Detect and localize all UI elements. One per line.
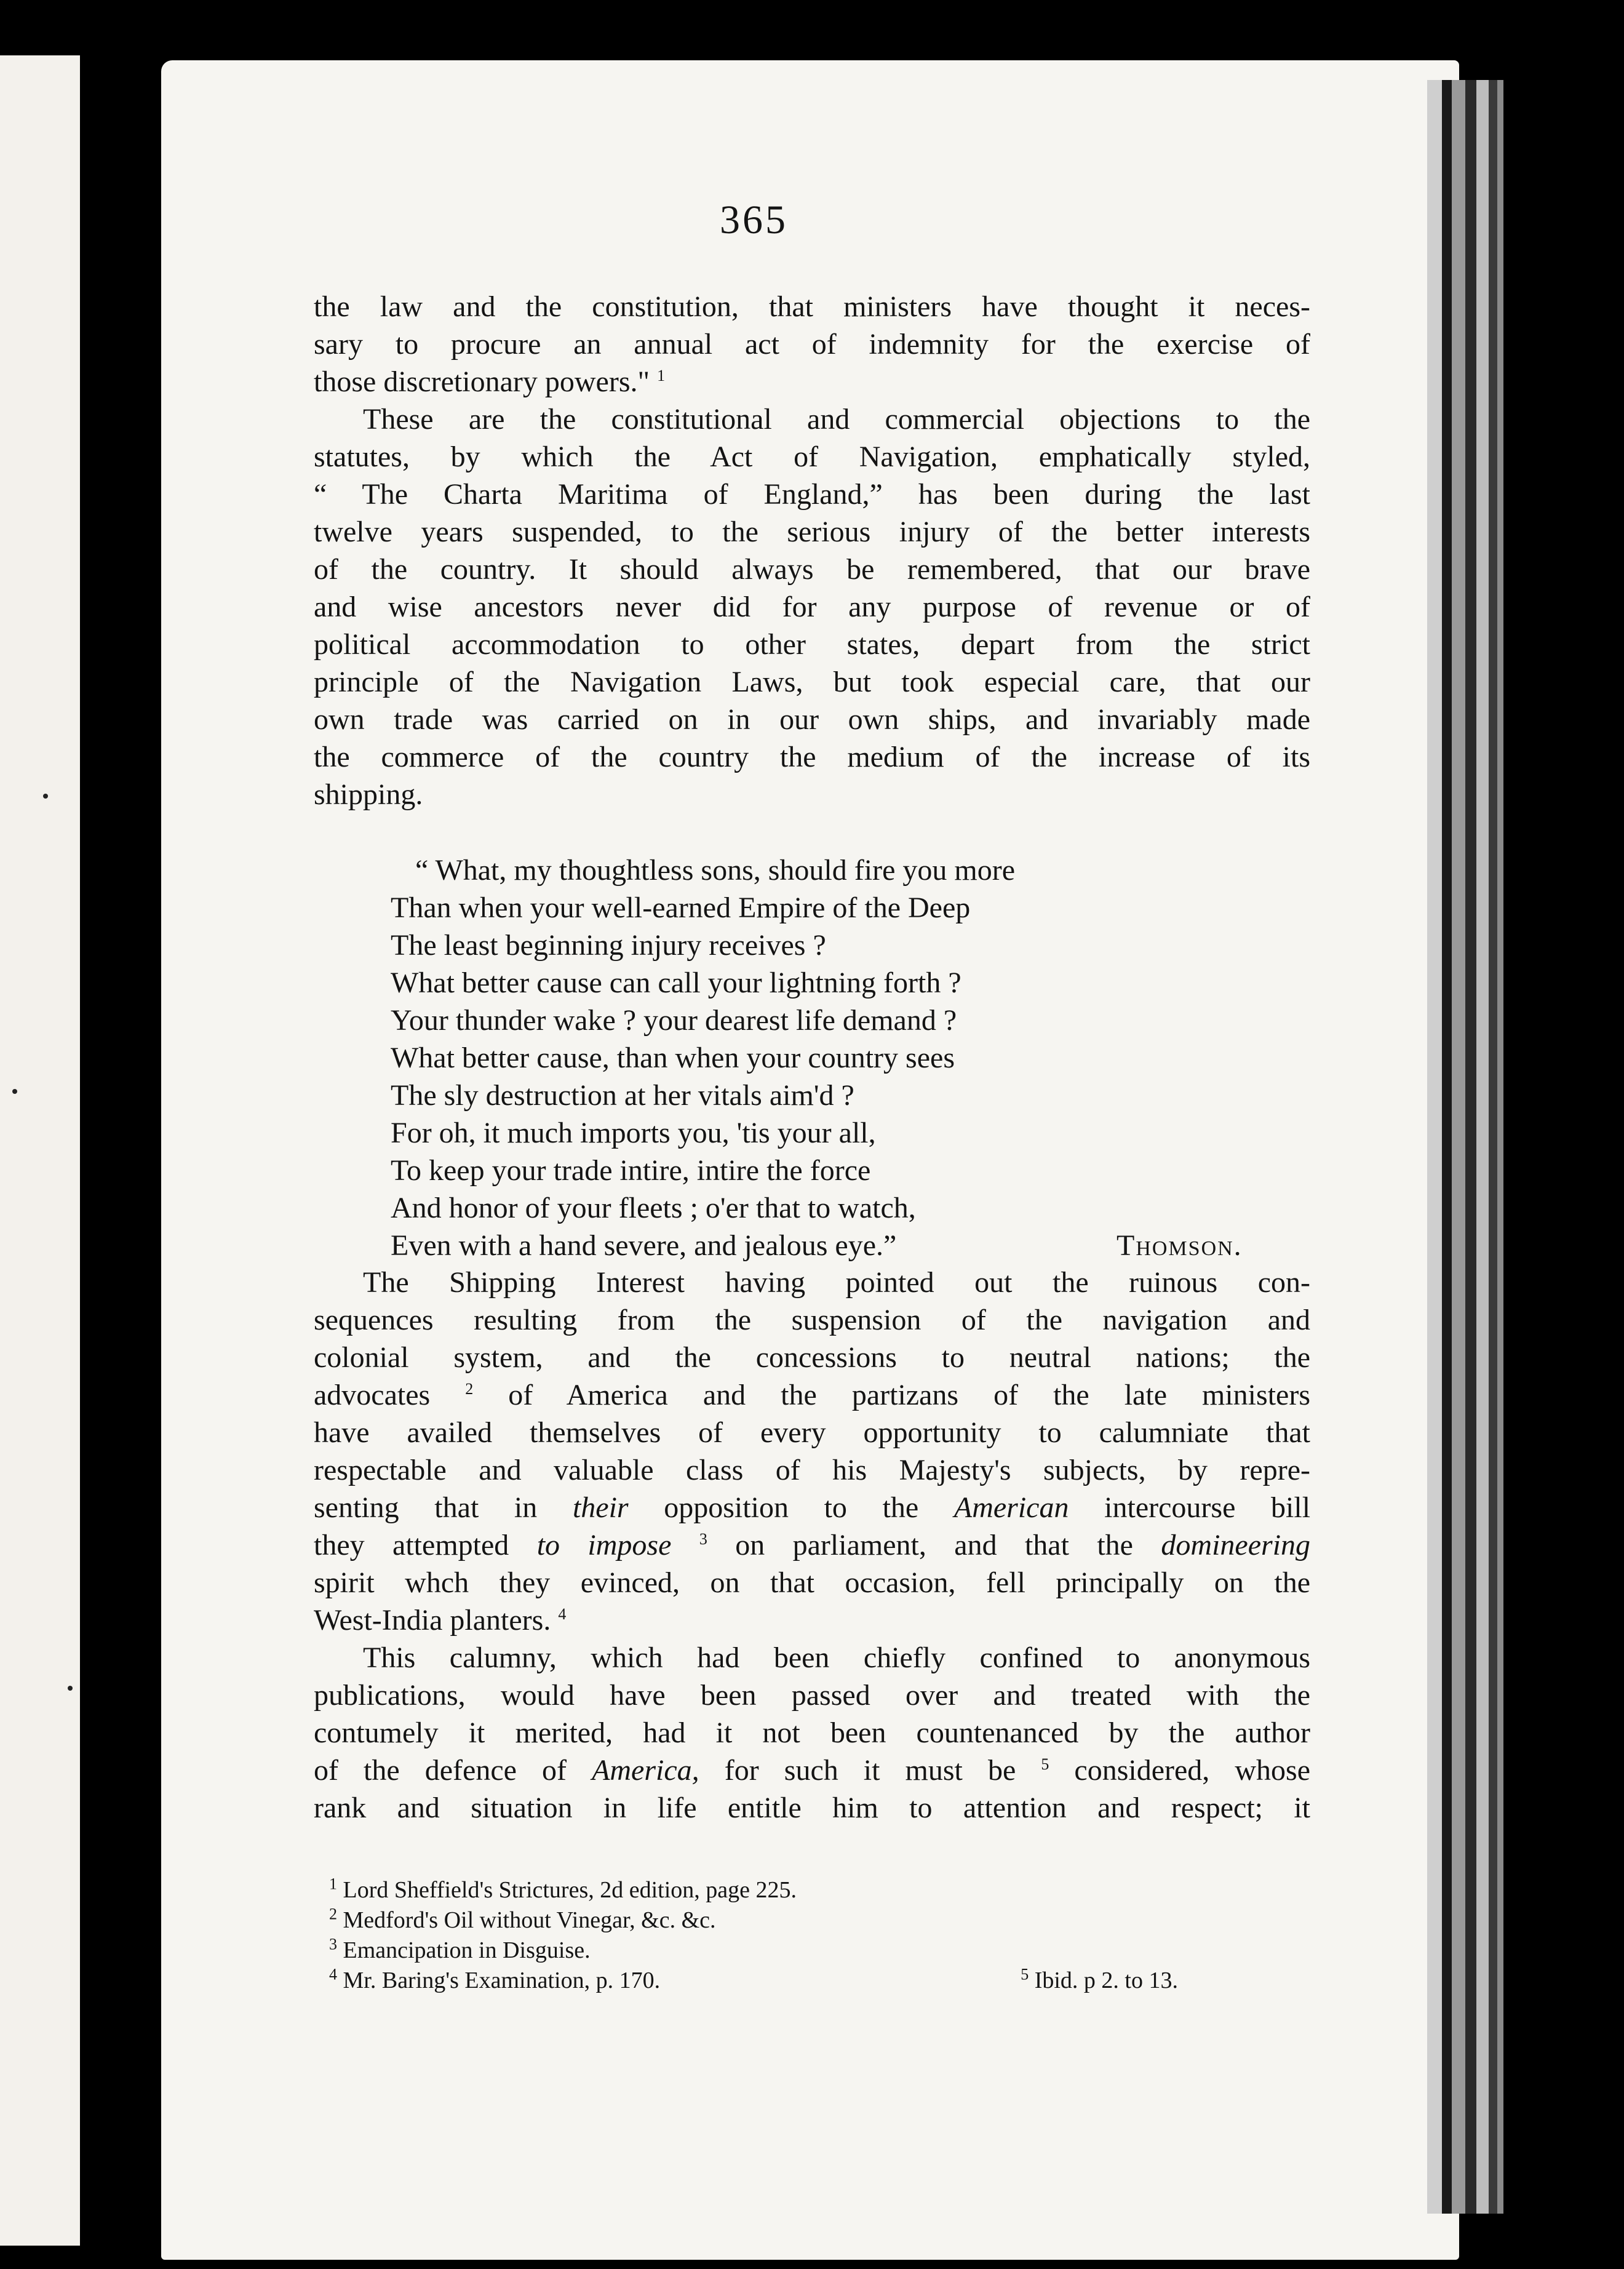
text-span: advocates (314, 1379, 431, 1411)
verse-line: For oh, it much imports you, 'tis your all, (391, 1117, 876, 1149)
footnote-ref: 2 (465, 1380, 474, 1398)
verse-attribution: Thomson. (1116, 1229, 1243, 1262)
footnote-mark: 2 (329, 1905, 337, 1923)
footnote-ref: 1 (657, 367, 666, 385)
ink-speck (68, 1686, 73, 1691)
text-line: publications, would have been passed over and treated with the (314, 1679, 1310, 1712)
page-stack-edge (1452, 80, 1465, 2214)
text-line (314, 1376, 1310, 1414)
text-line: sary to procure an annual act of indemnity for the exercise of (314, 328, 1310, 361)
page-stack-edge (1489, 80, 1497, 2214)
footnote (329, 1905, 1289, 1936)
verse-quotation (391, 851, 1313, 1264)
ink-speck (43, 794, 48, 799)
text-span: senting that in (314, 1491, 538, 1524)
verse-line: What better cause, than when your country sees (391, 1042, 955, 1074)
text-line (314, 1752, 1310, 1789)
text-span: considered, whose (1074, 1754, 1311, 1787)
verse-line: Your thunder wake ? your dearest life demand ? (391, 1004, 957, 1037)
text-line: spirit whch they evinced, on that occasion, fell principally on the (314, 1566, 1310, 1599)
text-line (314, 1489, 1310, 1526)
text-span: they attempted (314, 1529, 509, 1561)
text-line (314, 1601, 1310, 1639)
text-span: of the defence of (314, 1754, 567, 1787)
verse-line: Than when your well-earned Empire of the Deep (391, 891, 971, 924)
text-line (314, 363, 1310, 401)
footnote (1021, 1966, 1178, 1996)
text-line (314, 1526, 1310, 1564)
text-line: the law and the constitution, that ministers have thought it neces- (314, 290, 1310, 323)
footnote-mark: 4 (329, 1965, 337, 1984)
page-number: 365 (720, 197, 788, 242)
text-line: twelve years suspended, to the serious injury of the better interests (314, 516, 1310, 548)
text-line: have availed themselves of every opportunity to calumniate that (314, 1416, 1310, 1449)
footnote-mark: 1 (329, 1875, 337, 1893)
text-line: This calumny, which had been chiefly confined to anonymous (363, 1641, 1310, 1674)
text-line: sequences resulting from the suspension of the navigation and (314, 1304, 1310, 1336)
text-line: and wise ancestors never did for any purpose of revenue or of (314, 591, 1310, 623)
italic-text: domineering (1161, 1529, 1311, 1561)
main-text-continued (314, 1264, 1310, 1827)
text-line: The Shipping Interest having pointed out the ruinous con- (363, 1266, 1310, 1299)
text-span: of America and the partizans of the late ministers (508, 1379, 1311, 1411)
italic-text: American (953, 1491, 1069, 1524)
footnote-text: Emancipation in Disguise. (343, 1937, 591, 1963)
footnote (329, 1936, 1289, 1966)
text-line: principle of the Navigation Laws, but took especial care, that our (314, 666, 1310, 698)
main-text (314, 288, 1310, 813)
footnote (329, 1966, 1289, 1996)
page-stack-edge (1476, 80, 1489, 2214)
text-line: colonial system, and the concessions to neutral nations; the (314, 1341, 1310, 1374)
footnote-text: Ibid. p 2. to 13. (1034, 1968, 1178, 1993)
footnote-text: Lord Sheffield's Strictures, 2d edition, page 225. (343, 1877, 797, 1903)
verse-line: And honor of your fleets ; o'er that to watch, (391, 1192, 916, 1224)
text-span: on parliament, and that the (735, 1529, 1133, 1561)
page-stack-edge (1465, 80, 1476, 2214)
footnote (329, 1875, 1289, 1905)
verse-line: What better cause can call your lightning forth ? (391, 967, 961, 999)
verse-line: To keep your trade intire, intire the force (391, 1154, 871, 1187)
text-line: own trade was carried on in our own ships, and invariably made (314, 703, 1310, 736)
text-span: opposition to the (664, 1491, 919, 1524)
verse-line: Even with a hand severe, and jealous eye.” (391, 1229, 897, 1262)
italic-text: their (572, 1491, 629, 1524)
ink-speck (12, 1089, 17, 1094)
page-stack-edge (1497, 80, 1503, 2214)
text-line: contumely it merited, had it not been countenanced by the author (314, 1717, 1310, 1749)
footnote-ref: 4 (558, 1605, 567, 1623)
page-stack-edge (1442, 80, 1452, 2214)
text-line: the commerce of the country the medium of the increase of its (314, 741, 1310, 773)
text-line: rank and situation in life entitle him to attention and respect; it (314, 1792, 1310, 1824)
verse-line: The sly destruction at her vitals aim'd ? (391, 1079, 854, 1112)
footnotes (329, 1875, 1289, 1996)
italic-text: America, (592, 1754, 699, 1787)
footnote-mark: 3 (329, 1935, 337, 1953)
text-line: statutes, by which the Act of Navigation, emphatically styled, (314, 441, 1310, 473)
text-line: These are the constitutional and commercial objections to the (363, 403, 1310, 436)
facing-page-edge (0, 55, 80, 2246)
footnote-text: Medford's Oil without Vinegar, &c. &c. (343, 1907, 716, 1933)
footnote-text: Mr. Baring's Examination, p. 170. (343, 1968, 661, 1993)
text-span: those discretionary powers." (314, 365, 650, 398)
footnote-ref: 3 (699, 1530, 707, 1548)
page-stack-edge (1427, 80, 1442, 2214)
italic-text: to impose (536, 1529, 672, 1561)
text-span: West-India planters. (314, 1604, 551, 1637)
text-line: of the country. It should always be remembered, that our brave (314, 553, 1310, 586)
footnote-mark: 5 (1021, 1965, 1029, 1984)
verse-line: The least beginning injury receives ? (391, 929, 826, 962)
verse-line: “ What, my thoughtless sons, should fire you more (415, 854, 1015, 887)
text-line: respectable and valuable class of his Majesty's subjects, by repre- (314, 1454, 1310, 1486)
footnote-ref: 5 (1041, 1755, 1049, 1773)
text-span: intercourse bill (1104, 1491, 1311, 1524)
text-span: for such it must be (724, 1754, 1016, 1787)
text-line: shipping. (314, 778, 423, 811)
text-line: “ The Charta Maritima of England,” has been during the last (314, 478, 1310, 511)
text-line: political accommodation to other states, depart from the strict (314, 628, 1310, 661)
